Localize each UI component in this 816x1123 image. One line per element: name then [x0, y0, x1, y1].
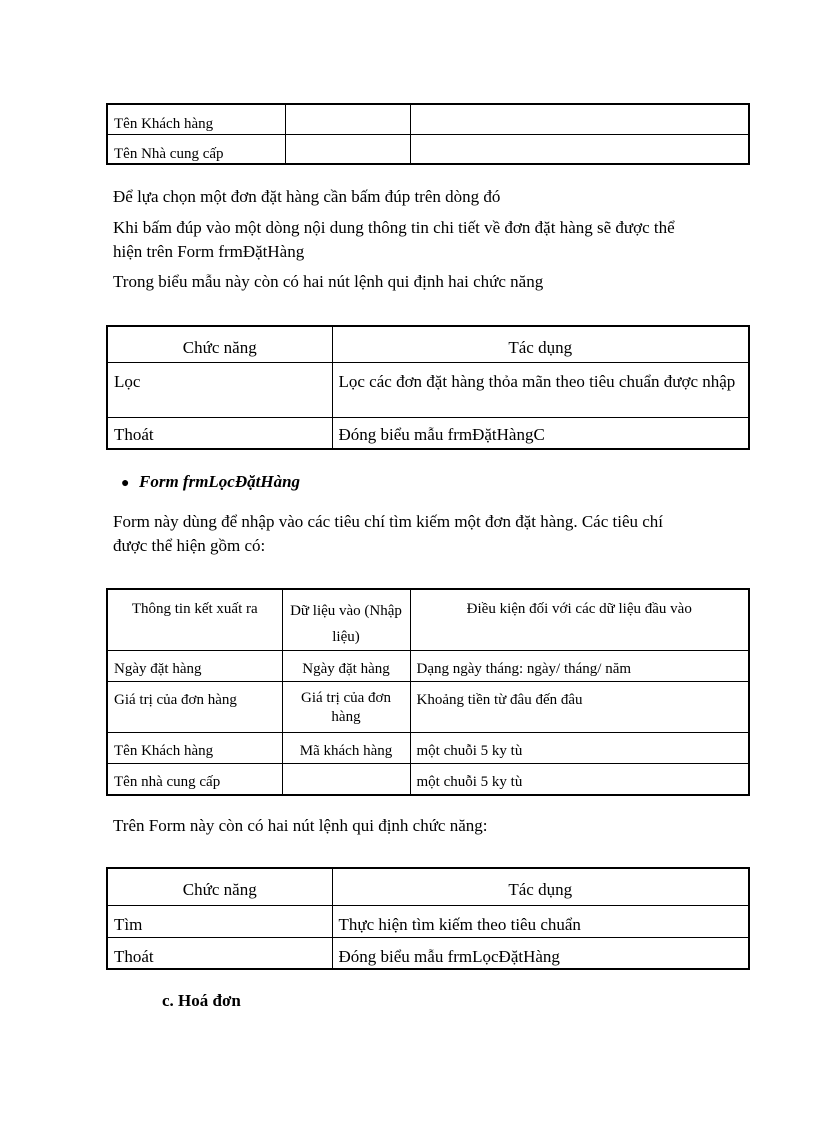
- table-header-row: [107, 868, 749, 905]
- table-cell: [410, 134, 749, 164]
- table-header-row: [107, 589, 749, 651]
- table-cell: [410, 104, 749, 134]
- customer-supplier-table: [106, 103, 750, 165]
- table-cell: [282, 764, 410, 795]
- table-header: Chức năng: [107, 326, 332, 362]
- table-header: Tác dụng: [332, 326, 749, 362]
- function-table-1: [106, 325, 750, 450]
- function-table-2: [106, 867, 750, 970]
- table-row: [107, 733, 749, 764]
- table-cell: Giá trị của đơn hàng: [107, 682, 282, 733]
- table-cell: Thực hiện tìm kiếm theo tiêu chuẩn: [332, 905, 749, 937]
- table-cell: Giá trị của đơn hàng: [282, 682, 410, 733]
- bullet-icon: ●: [121, 476, 130, 491]
- table-header: Điều kiện đối với các dữ liệu đầu vào: [410, 589, 749, 651]
- table-cell: Tên Khách hàng: [107, 104, 285, 134]
- table-cell: [285, 104, 410, 134]
- table-cell: Tìm: [107, 905, 332, 937]
- table-header: Dữ liệu vào (Nhập liệu): [282, 589, 410, 651]
- table-header: Thông tin kết xuất ra: [107, 589, 282, 651]
- table-cell: Đóng biểu mẫu frmĐặtHàngC: [332, 417, 749, 449]
- table-cell: Ngày đặt hàng: [282, 651, 410, 682]
- table-cell: [285, 134, 410, 164]
- paragraph: hiện trên Form frmĐặtHàng: [113, 242, 305, 261]
- paragraph: được thể hiện gồm có:: [113, 536, 266, 555]
- paragraph: Khi bấm đúp vào một dòng nội dung thông tin chi tiết về đơn đặt hàng sẽ được thể: [113, 218, 675, 237]
- table-cell: Thoát: [107, 417, 332, 449]
- table-header: Chức năng: [107, 868, 332, 905]
- table-header: Tác dụng: [332, 868, 749, 905]
- search-criteria-table: [106, 588, 750, 796]
- table-cell: Dạng ngày tháng: ngày/ tháng/ năm: [410, 651, 749, 682]
- table-cell: một chuỗi 5 ky tù: [410, 733, 749, 764]
- table-header-row: [107, 326, 749, 362]
- table-cell: một chuỗi 5 ky tù: [410, 764, 749, 795]
- table-cell: Khoảng tiền từ đâu đến đâu: [410, 682, 749, 733]
- table-row: [107, 651, 749, 682]
- table-row: [107, 104, 749, 134]
- bullet-heading: Form frmLọcĐặtHàng: [139, 472, 301, 491]
- paragraph: Trong biểu mẫu này còn có hai nút lệnh qui định hai chức năng: [113, 272, 544, 291]
- table-row: [107, 134, 749, 164]
- table-row: [107, 937, 749, 969]
- table-cell: Tên nhà cung cấp: [107, 764, 282, 795]
- table-cell: Tên Nhà cung cấp: [107, 134, 285, 164]
- paragraph: Để lựa chọn một đơn đặt hàng cần bấm đúp trên dòng đó: [113, 187, 501, 206]
- table-row: [107, 905, 749, 937]
- table-row: [107, 682, 749, 733]
- section-heading: c. Hoá đơn: [162, 991, 241, 1010]
- table-cell: Tên Khách hàng: [107, 733, 282, 764]
- paragraph: Form này dùng để nhập vào các tiêu chí tìm kiếm một đơn đặt hàng. Các tiêu chí: [113, 512, 664, 531]
- table-row: [107, 764, 749, 795]
- paragraph: Trên Form này còn có hai nút lệnh qui định chức năng:: [113, 816, 488, 835]
- table-cell: Mã khách hàng: [282, 733, 410, 764]
- table-row: [107, 362, 749, 417]
- table-cell: Lọc các đơn đặt hàng thỏa mãn theo tiêu chuẩn được nhập: [332, 362, 749, 417]
- table-cell: Thoát: [107, 937, 332, 969]
- table-cell: Lọc: [107, 362, 332, 417]
- table-cell: Đóng biểu mẫu frmLọcĐặtHàng: [332, 937, 749, 969]
- table-row: [107, 417, 749, 449]
- table-cell: Ngày đặt hàng: [107, 651, 282, 682]
